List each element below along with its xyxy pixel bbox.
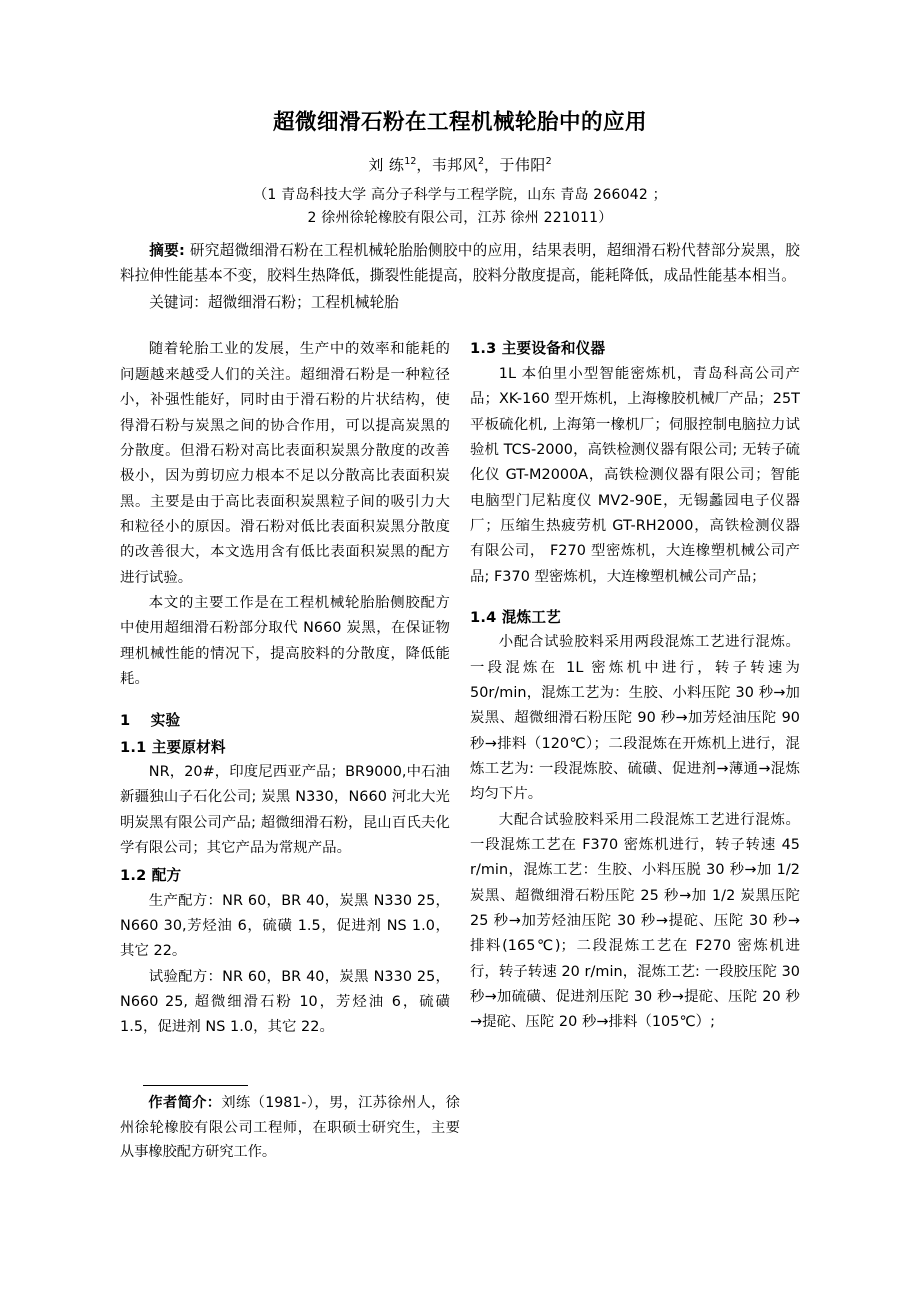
small-batch-mixing-paragraph: 小配合试验胶料采用两段混炼工艺进行混炼。一段混炼在 1L 密炼机中进行，转子转速为 50r/min，混炼工艺为：生胶、小料压陀 30 秒→加炭黑、超微细滑石粉压陀 90 秒→加芳烃油压陀 90 秒→排料（120℃）；二段混炼在开炼机上进行，混炼工艺为: 一段混炼胶、硫磺、促进剂→薄通→混炼均匀下片。 [470,634,800,803]
section-heading-1-2: 1.2 配方 [120,867,182,885]
footnote-label: 作者简介： [148,1095,222,1111]
section-heading-1-4: 1.4 混炼工艺 [470,608,561,626]
abstract-label: 摘要: [149,242,185,260]
affiliation-line-1: （1 青岛科技大学 高分子科学与工程学院，山东 青岛 266042 ； [253,186,667,203]
abstract-paragraph [120,238,800,288]
left-column [120,337,450,1167]
author-list [120,155,800,177]
work-scope-paragraph: 本文的主要工作是在工程机械轮胎胎侧胶配方中使用超细滑石粉部分取代 N660 炭黑，在保证物理机械性能的情况下，提高胶料的分散度，降低能耗。 [120,594,450,687]
two-column-body [120,337,800,1167]
production-formula-paragraph: 生产配方：NR 60，BR 40，炭黑 N330 25，N660 30,芳烃油 6，硫磺 1.5，促进剂 NS 1.0，其它 22。 [120,892,450,960]
footnote-text: 刘练（1981-），男，江苏徐州人，徐州徐轮橡胶有限公司工程师，在职硕士研究生，主要从事橡胶配方研究工作。 [120,1095,460,1161]
section-heading-1 [120,709,450,732]
author-names-end: ，于伟阳 [484,156,546,175]
author-affiliation-marker-2: 2 [477,156,485,168]
footnote-separator-rule [143,1085,248,1086]
abstract-text: 研究超微细滑石粉在工程机械轮胎胎侧胶中的应用，结果表明，超细滑石粉代替部分炭黑，胶料拉伸性能基本不变，胶料生热降低，撕裂性能提高，胶料分散度提高，能耗降低，成品性能基本相当。 [120,242,801,285]
author-names-prefix: 刘 练 [368,156,405,175]
test-formula-paragraph: 试验配方：NR 60，BR 40，炭黑 N330 25，N660 25, 超微细滑石粉 10，芳烃油 6，硫磺 1.5，促进剂 NS 1.0，其它 22。 [120,968,450,1036]
materials-paragraph: NR，20#，印度尼西亚产品；BR9000,中石油新疆独山子石化公司; 炭黑 N330，N660 河北大光明炭黑有限公司产品; 超微细滑石粉，昆山百氏夫化学有限公司；其它产品为常规产品。 [120,763,450,856]
author-affiliation-marker-3: 2 [545,156,552,168]
right-column [470,337,800,1167]
page-title: 超微细滑石粉在工程机械轮胎中的应用 [272,110,647,135]
section-heading-1-3: 1.3 主要设备和仪器 [470,340,606,358]
keywords-line: 关键词：超微细滑石粉；工程机械轮胎 [149,294,399,312]
section-number-1: 1 [120,712,131,730]
author-names-mid: ，韦邦风 [416,156,478,175]
footnote-region [120,1085,460,1165]
intro-paragraph: 随着轮胎工业的发展，生产中的效率和能耗的问题越来越受人们的关注。超细滑石粉是一种粒径小，补强性能好，同时由于滑石粉的片状结构，使得滑石粉与炭黑之间的协合作用，可以提高炭黑的分散度。但滑石粉对高比表面积炭黑分散度的改善极小，因为剪切应力根本不足以分散高比表面积炭黑。主要是由于高比表面积炭黑粒子间的吸引力大和粒径小的原因。滑石粉对低比表面积炭黑分散度的改善很大，本文选用含有低比表面积炭黑的配方进行试验。 [120,341,450,586]
author-affiliation-marker-1: 12 [404,156,417,168]
large-batch-mixing-paragraph: 大配合试验胶料采用二段混炼工艺进行混炼。一段混炼工艺在 F370 密炼机进行，转子转速 45 r/min，混炼工艺：生胶、小料压脱 30 秒→加 1/2 炭黑、超微细滑石粉压陀 25 秒→加 1/2 炭黑压陀 25 秒→加芳烃油压陀 30 秒→提砣、压陀 30 秒→排料(165℃)；二段混炼工艺在 F270 密炼机进行，转子转速 20 r/min，混炼工艺: 一段胶压陀 30 秒→加硫磺、促进剂压陀 30 秒→提砣、压陀 20 秒→提砣、压陀 20 秒→排料（105℃）; [470,811,800,1031]
section-heading-1-1: 1.1 主要原材料 [120,738,226,756]
author-biography-footnote [120,1091,460,1165]
equipment-paragraph: 1L 本伯里小型智能密炼机，青岛科高公司产品；XK-160 型开炼机，上海橡胶机械厂产品；25T 平板硫化机, 上海第一橡机厂；伺服控制电脑拉力试验机 TCS-2000，高铁检测仪器有限公司; 无转子硫化仪 GT-M2000A，高铁检测仪器有限公司；智能电脑型门尼粘度仪 MV2-90E，无锡蠡园电子仪器厂；压缩生热疲劳机 GT-RH2000，高铁检测仪器有限公司， F270 型密炼机，大连橡塑机械公司产品; F370 型密炼机，大连橡塑机械公司产品； [470,365,800,585]
affiliation-block [120,184,800,229]
affiliation-line-2: 2 徐州徐轮橡胶有限公司，江苏 徐州 221011） [307,209,613,226]
section-title-1: 实验 [150,712,181,730]
